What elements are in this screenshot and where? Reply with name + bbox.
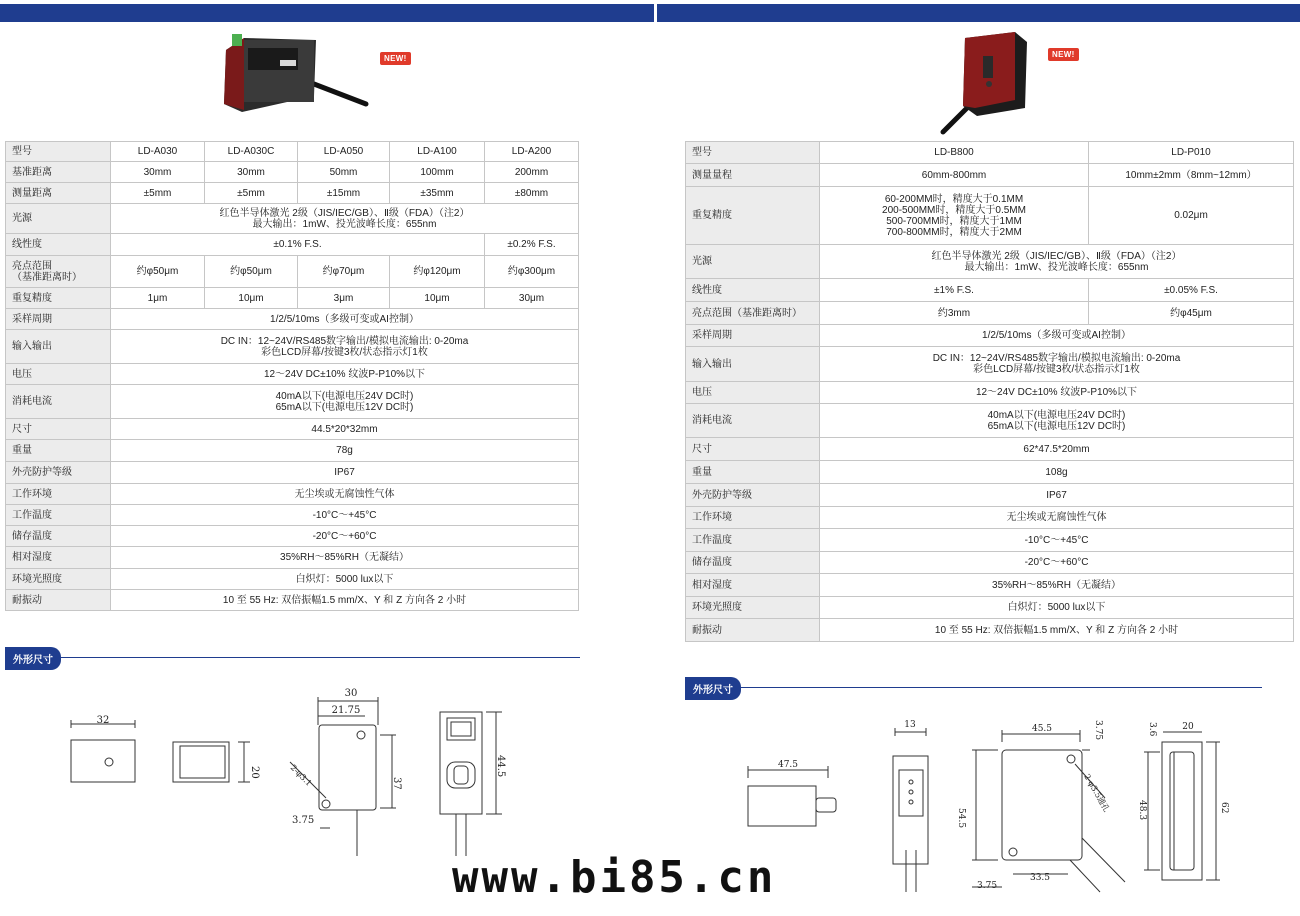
row-label: 重复精度 bbox=[6, 288, 111, 309]
dim-top-375: 3.75 bbox=[1093, 720, 1103, 741]
table-row bbox=[6, 590, 579, 611]
row-label: 工作温度 bbox=[686, 529, 820, 552]
table-row bbox=[686, 404, 1294, 438]
table-row bbox=[6, 462, 579, 484]
cell: LD-A030C bbox=[205, 142, 298, 162]
row-label: 线性度 bbox=[6, 234, 111, 256]
header-bar-right bbox=[657, 4, 1300, 22]
table-row bbox=[6, 309, 579, 330]
merged-cell: 62*47.5*20mm bbox=[820, 438, 1294, 461]
merged-cell: IP67 bbox=[820, 484, 1294, 507]
cell: ±1% F.S. bbox=[820, 279, 1089, 302]
row-label: 重量 bbox=[6, 440, 111, 462]
cell: 10μm bbox=[205, 288, 298, 309]
dim-bottom-375: 3.75 bbox=[292, 815, 315, 826]
merged-cell: 40mA以下(电源电压24V DC时) 65mA以下(电源电压12V DC时) bbox=[111, 385, 579, 419]
row-label: 亮点范围 （基准距离时） bbox=[6, 256, 111, 288]
merged-cell: 红色半导体激光 2级（JIS/IEC/GB）、Ⅱ级（FDA）（注2） 最大输出：1mW、投光波峰长度：655nm bbox=[820, 245, 1294, 279]
merged-cell: 10 至 55 Hz: 双倍振幅1.5 mm/X、Y 和 Z 方向各 2 小时 bbox=[820, 619, 1294, 642]
table-row bbox=[6, 162, 579, 183]
row-label: 型号 bbox=[6, 142, 111, 162]
row-label: 亮点范围（基准距离时） bbox=[686, 302, 820, 325]
table-row bbox=[6, 204, 579, 234]
section-title-label: 外形尺寸 bbox=[5, 647, 61, 670]
row-label: 外壳防护等级 bbox=[686, 484, 820, 507]
cell: 50mm bbox=[298, 162, 390, 183]
cell: 约φ120μm bbox=[390, 256, 485, 288]
table-row bbox=[6, 569, 579, 590]
row-label: 储存温度 bbox=[686, 552, 820, 574]
table-row bbox=[6, 547, 579, 569]
merged-cell: -20°C～+60°C bbox=[111, 526, 579, 547]
cell: 1μm bbox=[111, 288, 205, 309]
dim-bottom-335: 33.5 bbox=[1029, 873, 1051, 883]
dim-height-545: 54.5 bbox=[956, 808, 966, 829]
row-label: 电压 bbox=[6, 364, 111, 385]
cell: LD-A100 bbox=[390, 142, 485, 162]
dim-back-36: 3.6 bbox=[1147, 722, 1157, 737]
new-badge-left: NEW! bbox=[380, 52, 411, 65]
dim-top-width: 30 bbox=[344, 688, 358, 699]
table-row bbox=[686, 438, 1294, 461]
row-label: 耐振动 bbox=[686, 619, 820, 642]
cell: ±80mm bbox=[485, 183, 579, 204]
cell: LD-A050 bbox=[298, 142, 390, 162]
table-row bbox=[686, 552, 1294, 574]
cell: LD-A200 bbox=[485, 142, 579, 162]
row-label: 型号 bbox=[686, 142, 820, 164]
merged-cell: 无尘埃或无腐蚀性气体 bbox=[820, 507, 1294, 529]
merged-cell: 35%RH～85%RH（无凝结） bbox=[820, 574, 1294, 597]
merged-cell: 10 至 55 Hz: 双倍振幅1.5 mm/X、Y 和 Z 方向各 2 小时 bbox=[111, 590, 579, 611]
table-row bbox=[686, 597, 1294, 619]
cell: 60mm-800mm bbox=[820, 164, 1089, 187]
spec-table-left bbox=[5, 141, 579, 611]
spec-table-right bbox=[685, 141, 1294, 642]
table-row bbox=[686, 507, 1294, 529]
table-row bbox=[686, 142, 1294, 164]
cell: ±35mm bbox=[390, 183, 485, 204]
row-label: 尺寸 bbox=[6, 419, 111, 440]
merged-cell: 35%RH～85%RH（无凝结） bbox=[111, 547, 579, 569]
dim-hole: 2-φ3.1 bbox=[288, 763, 314, 788]
section-title-dims-right bbox=[685, 677, 1262, 699]
cell: 约3mm bbox=[820, 302, 1089, 325]
dim-height-62: 62 bbox=[1219, 802, 1229, 814]
row-label: 尺寸 bbox=[686, 438, 820, 461]
dim-top-width: 45.5 bbox=[1031, 724, 1053, 734]
table-row bbox=[686, 619, 1294, 642]
table-row bbox=[6, 364, 579, 385]
dim-height-483: 48.3 bbox=[1137, 800, 1147, 821]
cell: 10μm bbox=[390, 288, 485, 309]
merged-cell: 白炽灯：5000 lux以下 bbox=[820, 597, 1294, 619]
dim-back-width: 20 bbox=[1182, 722, 1194, 732]
row-label: 储存温度 bbox=[6, 526, 111, 547]
row-label: 外壳防护等级 bbox=[6, 462, 111, 484]
row-label: 光源 bbox=[6, 204, 111, 234]
table-row bbox=[686, 245, 1294, 279]
merged-cell: 78g bbox=[111, 440, 579, 462]
merged-cell: -20°C～+60°C bbox=[820, 552, 1294, 574]
dim-bottom-375: 3.75 bbox=[977, 881, 998, 891]
cell: 0.02μm bbox=[1089, 187, 1294, 245]
row-label: 基准距离 bbox=[6, 162, 111, 183]
merged-cell: DC IN：12~24V/RS485数字输出/模拟电流输出: 0-20ma 彩色LCD屏幕/按键3枚/状态指示灯1枚 bbox=[820, 347, 1294, 382]
table-row bbox=[6, 526, 579, 547]
merged-cell: 1/2/5/10ms（多级可变或AI控制） bbox=[111, 309, 579, 330]
row-label: 工作温度 bbox=[6, 505, 111, 526]
table-row bbox=[6, 234, 579, 256]
row-label: 消耗电流 bbox=[686, 404, 820, 438]
merged-cell: ±0.1% F.S. bbox=[111, 234, 485, 256]
table-row bbox=[686, 325, 1294, 347]
merged-cell: 12～24V DC±10% 纹波P-P10%以下 bbox=[820, 382, 1294, 404]
row-label: 测量距离 bbox=[6, 183, 111, 204]
cell: ±0.2% F.S. bbox=[485, 234, 579, 256]
merged-cell: 108g bbox=[820, 461, 1294, 484]
cell: 30μm bbox=[485, 288, 579, 309]
merged-cell: IP67 bbox=[111, 462, 579, 484]
dim-back-height: 44.5 bbox=[495, 755, 506, 778]
cell: LD-A030 bbox=[111, 142, 205, 162]
row-label: 光源 bbox=[686, 245, 820, 279]
row-label: 工作环境 bbox=[686, 507, 820, 529]
cell: 约φ50μm bbox=[205, 256, 298, 288]
merged-cell: 白炽灯：5000 lux以下 bbox=[111, 569, 579, 590]
merged-cell: 12～24V DC±10% 纹波P-P10%以下 bbox=[111, 364, 579, 385]
cell: 约φ300μm bbox=[485, 256, 579, 288]
merged-cell: DC IN：12~24V/RS485数字输出/模拟电流输出: 0-20ma 彩色LCD屏幕/按键3枚/状态指示灯1枚 bbox=[111, 330, 579, 364]
table-row bbox=[686, 164, 1294, 187]
table-row bbox=[6, 288, 579, 309]
merged-cell: 1/2/5/10ms（多级可变或AI控制） bbox=[820, 325, 1294, 347]
cell: 100mm bbox=[390, 162, 485, 183]
table-row bbox=[686, 347, 1294, 382]
cell: ±15mm bbox=[298, 183, 390, 204]
merged-cell: 40mA以下(电源电压24V DC时) 65mA以下(电源电压12V DC时) bbox=[820, 404, 1294, 438]
merged-cell: -10°C～+45°C bbox=[111, 505, 579, 526]
table-row bbox=[6, 484, 579, 505]
table-row bbox=[6, 419, 579, 440]
table-row bbox=[6, 440, 579, 462]
row-label: 耐振动 bbox=[6, 590, 111, 611]
table-row bbox=[686, 302, 1294, 325]
cell: 200mm bbox=[485, 162, 579, 183]
section-title-label: 外形尺寸 bbox=[685, 677, 741, 700]
cell: ±5mm bbox=[111, 183, 205, 204]
table-row bbox=[686, 382, 1294, 404]
cell: 10mm±2mm（8mm~12mm） bbox=[1089, 164, 1294, 187]
row-label: 相对湿度 bbox=[686, 574, 820, 597]
row-label: 采样周期 bbox=[6, 309, 111, 330]
cell: LD-P010 bbox=[1089, 142, 1294, 164]
row-label: 线性度 bbox=[686, 279, 820, 302]
table-row bbox=[686, 279, 1294, 302]
cell: 60-200MM时，精度大于0.1MM 200-500MM时，精度大于0.5MM 500-700MM时，精度大于1MM 700-800MM时，精度大于2MM bbox=[820, 187, 1089, 245]
cell: 30mm bbox=[205, 162, 298, 183]
row-label: 测量量程 bbox=[686, 164, 820, 187]
table-row bbox=[6, 256, 579, 288]
dimension-drawing-left bbox=[0, 680, 650, 860]
section-title-dims-left bbox=[5, 647, 580, 669]
dim-side-width: 32 bbox=[96, 715, 110, 726]
row-label: 环境光照度 bbox=[6, 569, 111, 590]
table-row bbox=[6, 505, 579, 526]
table-row bbox=[686, 187, 1294, 245]
table-row bbox=[6, 330, 579, 364]
table-row bbox=[6, 183, 579, 204]
table-row bbox=[686, 484, 1294, 507]
dim-hole: 2-φ3.5通孔 bbox=[1082, 772, 1112, 814]
row-label: 工作环境 bbox=[6, 484, 111, 505]
cell: ±0.05% F.S. bbox=[1089, 279, 1294, 302]
merged-cell: 无尘埃或无腐蚀性气体 bbox=[111, 484, 579, 505]
dim-side-width: 47.5 bbox=[777, 760, 799, 770]
table-row bbox=[6, 385, 579, 419]
row-label: 电压 bbox=[686, 382, 820, 404]
cell: LD-B800 bbox=[820, 142, 1089, 164]
row-label: 输入输出 bbox=[686, 347, 820, 382]
row-label: 相对湿度 bbox=[6, 547, 111, 569]
row-label: 重量 bbox=[686, 461, 820, 484]
cell: 约φ70μm bbox=[298, 256, 390, 288]
dim-height-37: 37 bbox=[391, 777, 402, 790]
row-label: 环境光照度 bbox=[686, 597, 820, 619]
table-row bbox=[686, 461, 1294, 484]
merged-cell: 红色半导体激光 2级（JIS/IEC/GB）、Ⅱ级（FDA）（注2） 最大输出：1mW、投光波峰长度：655nm bbox=[111, 204, 579, 234]
product-image-ld-b bbox=[935, 28, 1035, 138]
table-row bbox=[686, 574, 1294, 597]
row-label: 重复精度 bbox=[686, 187, 820, 245]
cell: ±5mm bbox=[205, 183, 298, 204]
dim-front-height: 20 bbox=[249, 766, 260, 779]
watermark: www.bi85.cn bbox=[452, 852, 777, 903]
new-badge-right: NEW! bbox=[1048, 48, 1079, 61]
dim-front-width: 13 bbox=[904, 720, 916, 730]
dim-top-width-2: 21.75 bbox=[331, 705, 361, 716]
row-label: 采样周期 bbox=[686, 325, 820, 347]
merged-cell: -10°C～+45°C bbox=[820, 529, 1294, 552]
table-row bbox=[6, 142, 579, 162]
table-row bbox=[686, 529, 1294, 552]
row-label: 消耗电流 bbox=[6, 385, 111, 419]
cell: 30mm bbox=[111, 162, 205, 183]
product-image-ld-a bbox=[218, 32, 378, 116]
row-label: 输入输出 bbox=[6, 330, 111, 364]
header-bar-left bbox=[0, 4, 654, 22]
cell: 3μm bbox=[298, 288, 390, 309]
cell: 约φ45μm bbox=[1089, 302, 1294, 325]
merged-cell: 44.5*20*32mm bbox=[111, 419, 579, 440]
cell: 约φ50μm bbox=[111, 256, 205, 288]
